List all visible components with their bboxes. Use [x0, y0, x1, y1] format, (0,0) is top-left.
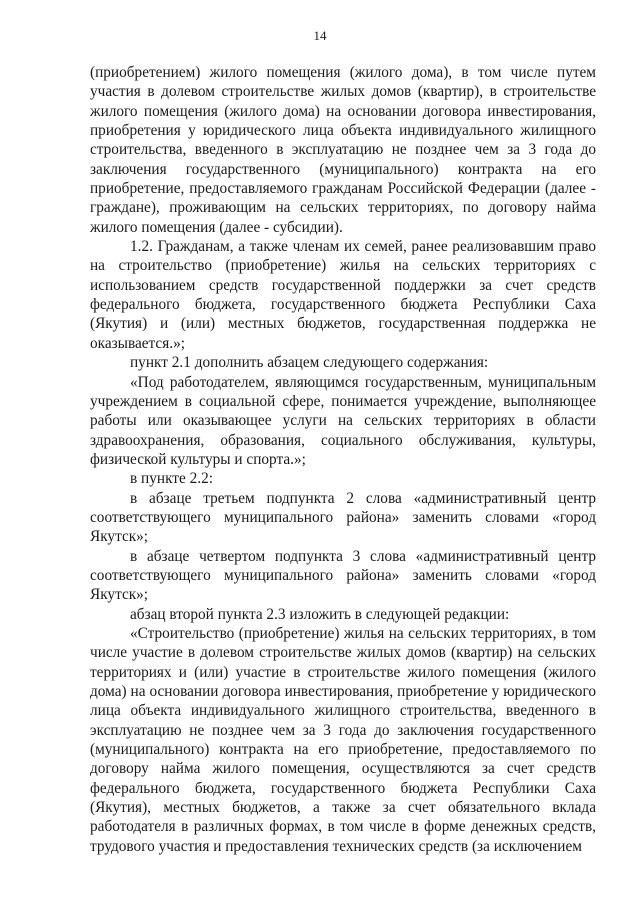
paragraph-clause-1-2: 1.2. Гражданам, а также членам их семей, ранее реализовавшим право на строительство (приобретение) жилья на сельских территориях с использованием средств государственной поддержки за счет средств федерального бюджета, государственного бюджета Республики Саха (Якутия) и (или) местных бюджетов, государственная поддержка не оказывается.»;	[90, 238, 596, 352]
paragraph-continuation: (приобретением) жилого помещения (жилого дома), в том числе путем участия в долевом строительстве жилых домов (квартир), в строительстве жилого помещения (жилого дома) на основании договора инвестирования, приобретения у юридического лица объекта индивидуального жилищного строительства, введенного в эксплуатацию не позднее чем за 3 года до заключения государственного (муниципального) контракта на его приобретение, предоставляемого гражданам Российской Федерации (далее - граждане), проживающим на сельских территориях, по договору найма жилого помещения (далее - субсидии).	[90, 64, 596, 236]
paragraph-point-2-3: абзац второй пункта 2.3 изложить в следующей редакции:	[130, 605, 510, 623]
paragraph-amend-2-1: пункт 2.1 дополнить абзацем следующего содержания:	[130, 354, 489, 372]
paragraph-subpoint-3: в абзаце четвертом подпункта 3 слова «административный центр соответствующего муниципального района» заменить словами «город Якутск»;	[90, 547, 596, 604]
document-body	[90, 63, 596, 856]
paragraph-new-wording: «Строительство (приобретение) жилья на сельских территориях, в том числе участие в долевом строительстве жилых домов (квартир) на сельских территориях и (или) участие в строительстве жилого помещения (жилого дома) на основании договора инвестирования, приобретение у юридического лица объекта индивидуального жилищного строительства, введенного в эксплуатацию не позднее чем за 3 года до заключения государственного (муниципального) контракта на его приобретение, предоставляемого по договору найма жилого помещения, осуществляются за счет средств федерального бюджета, государственного бюджета Республики Саха (Якутия), местных бюджетов, а также за счет обязательного вклада работодателя в различных формах, в том числе в форме денежных средств, трудового участия и предоставления технических средств (за исключением	[90, 624, 596, 855]
paragraph-employer-definition: «Под работодателем, являющимся государственным, муниципальным учреждением в социальной сфере, понимается учреждение, выполняющее работы или оказывающее услуги на сельских территориях в области здравоохранения, образования, социального обслуживания, культуры, физической культуры и спорта.»;	[90, 373, 596, 468]
page-number: 14	[313, 28, 327, 43]
paragraph-point-2-2: в пункте 2.2:	[130, 470, 213, 488]
paragraph-subpoint-2: в абзаце третьем подпункта 2 слова «административный центр соответствующего муниципального района» заменить словами «город Якутск»;	[90, 489, 596, 546]
